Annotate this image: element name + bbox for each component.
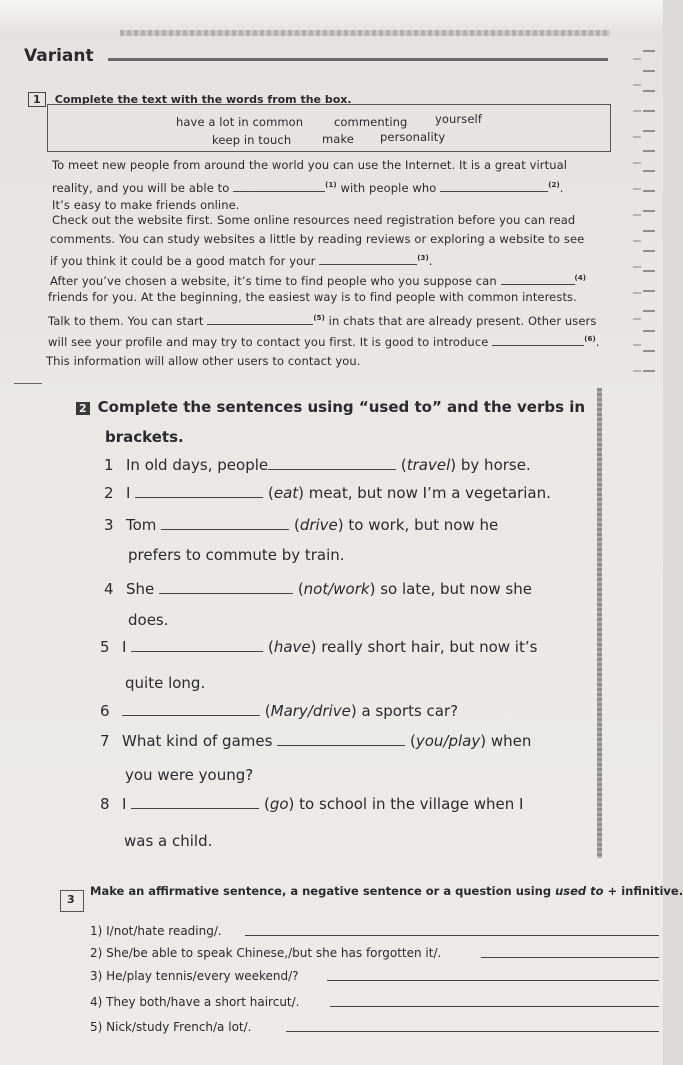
binding-marks — [643, 38, 655, 388]
sentence-cont: quite long. — [125, 674, 206, 692]
sentence-cont: prefers to commute by train. — [128, 546, 345, 564]
gap-2[interactable] — [440, 191, 548, 192]
task2-number: 2 — [76, 402, 90, 415]
sentence-item: 2 I (eat) meat, but now I’m a vegetarian. — [104, 484, 551, 502]
answer-gap[interactable] — [131, 808, 259, 809]
text-line: comments. You can study websites a little by reading reviews or exploring a website to see — [50, 232, 585, 246]
answer-gap[interactable] — [122, 715, 260, 716]
answer-line[interactable] — [286, 1031, 659, 1032]
text-line: if you think it could be a good match for your $^{(3)}$. — [50, 254, 433, 268]
text-line: reality, and you will be able to $^{(1)}$ with people who $^{(2)}$. — [52, 181, 564, 195]
title-rule — [108, 58, 608, 61]
text-line: To meet new people from around the world you can use the Internet. It is a great virtual — [52, 158, 568, 172]
sentence-cont: you were young? — [125, 766, 254, 784]
sentence-item: 3 Tom (drive) to work, but now he — [104, 516, 499, 534]
answer-gap[interactable] — [277, 745, 405, 746]
sentence-item: 7 What kind of games (you/play) when — [100, 732, 532, 750]
task3-item: 3) He/play tennis/every weekend/? — [90, 969, 299, 983]
task2-heading-cont: brackets. — [105, 428, 184, 446]
answer-gap[interactable] — [159, 593, 293, 594]
task2-heading: 2 Complete the sentences using “used to” and the verbs in — [76, 398, 585, 416]
gap-1[interactable] — [233, 191, 325, 192]
text-line: After you’ve chosen a website, it’s time to find people who you suppose can $^{(4)}$ — [50, 274, 587, 288]
answer-line[interactable] — [327, 980, 659, 981]
cut-mark — [14, 383, 42, 384]
answer-line[interactable] — [245, 935, 659, 936]
box-word: yourself — [435, 112, 482, 126]
task3-item: 1) I/not/hate reading/. — [90, 924, 222, 938]
gap-5[interactable] — [207, 324, 313, 325]
answer-gap[interactable] — [135, 497, 263, 498]
top-edge — [0, 0, 663, 32]
sentence-cont: was a child. — [124, 832, 213, 850]
text-line: Check out the website first. Some online resources need registration before you can read — [52, 213, 576, 227]
text-line: friends for you. At the beginning, the easiest way is to find people with common interests. — [48, 290, 577, 304]
page-fold-shadow — [597, 388, 602, 858]
box-word: have a lot in common — [176, 115, 304, 129]
gap-3[interactable] — [319, 264, 417, 265]
task1-instruction: Complete the text with the words from the box. — [54, 93, 352, 106]
task1-number: 1 — [28, 92, 46, 107]
sentence-item: 8 I (go) to school in the village when I — [100, 795, 524, 813]
sentence-item: 6 (Mary/drive) a sports car? — [100, 702, 459, 720]
text-line: Talk to them. You can start $^{(5)}$ in chats that are already present. Other users — [48, 314, 597, 328]
gap-6[interactable] — [492, 345, 584, 346]
box-word: personality — [380, 130, 446, 144]
header-rule — [120, 30, 610, 36]
text-line: will see your profile and may try to contact you first. It is good to introduce $^{(6)}$. — [48, 335, 600, 349]
box-word: make — [322, 132, 354, 146]
task3-number: 3 — [67, 893, 75, 906]
text-line: This information will allow other users to contact you. — [46, 354, 361, 368]
answer-line[interactable] — [481, 957, 659, 958]
sentence-cont: does. — [128, 611, 169, 629]
task3-instruction: Make an affirmative sentence, a negative sentence or a question using used to + infinitive. — [90, 884, 683, 898]
gap-4[interactable] — [501, 284, 575, 285]
sentence-item: 4 She (not/work) so late, but now she — [104, 580, 532, 598]
variant-title: Variant — [24, 46, 94, 66]
task3-item: 5) Nick/study French/a lot/. — [90, 1020, 252, 1034]
box-word: keep in touch — [212, 133, 292, 147]
task3-item: 4) They both/have a short haircut/. — [90, 995, 300, 1009]
sentence-item: 5 I (have) really short hair, but now it’s — [100, 638, 538, 656]
answer-gap[interactable] — [268, 469, 396, 470]
answer-gap[interactable] — [161, 529, 289, 530]
task3-item: 2) She/be able to speak Chinese,/but she has forgotten it/. — [90, 946, 442, 960]
text-line: It’s easy to make friends online. — [52, 198, 240, 212]
sentence-item: 1 In old days, people (travel) by horse. — [104, 456, 531, 474]
binding-marks-inner — [633, 38, 641, 388]
answer-line[interactable] — [330, 1006, 659, 1007]
box-word: commenting — [334, 115, 408, 129]
answer-gap[interactable] — [131, 651, 263, 652]
